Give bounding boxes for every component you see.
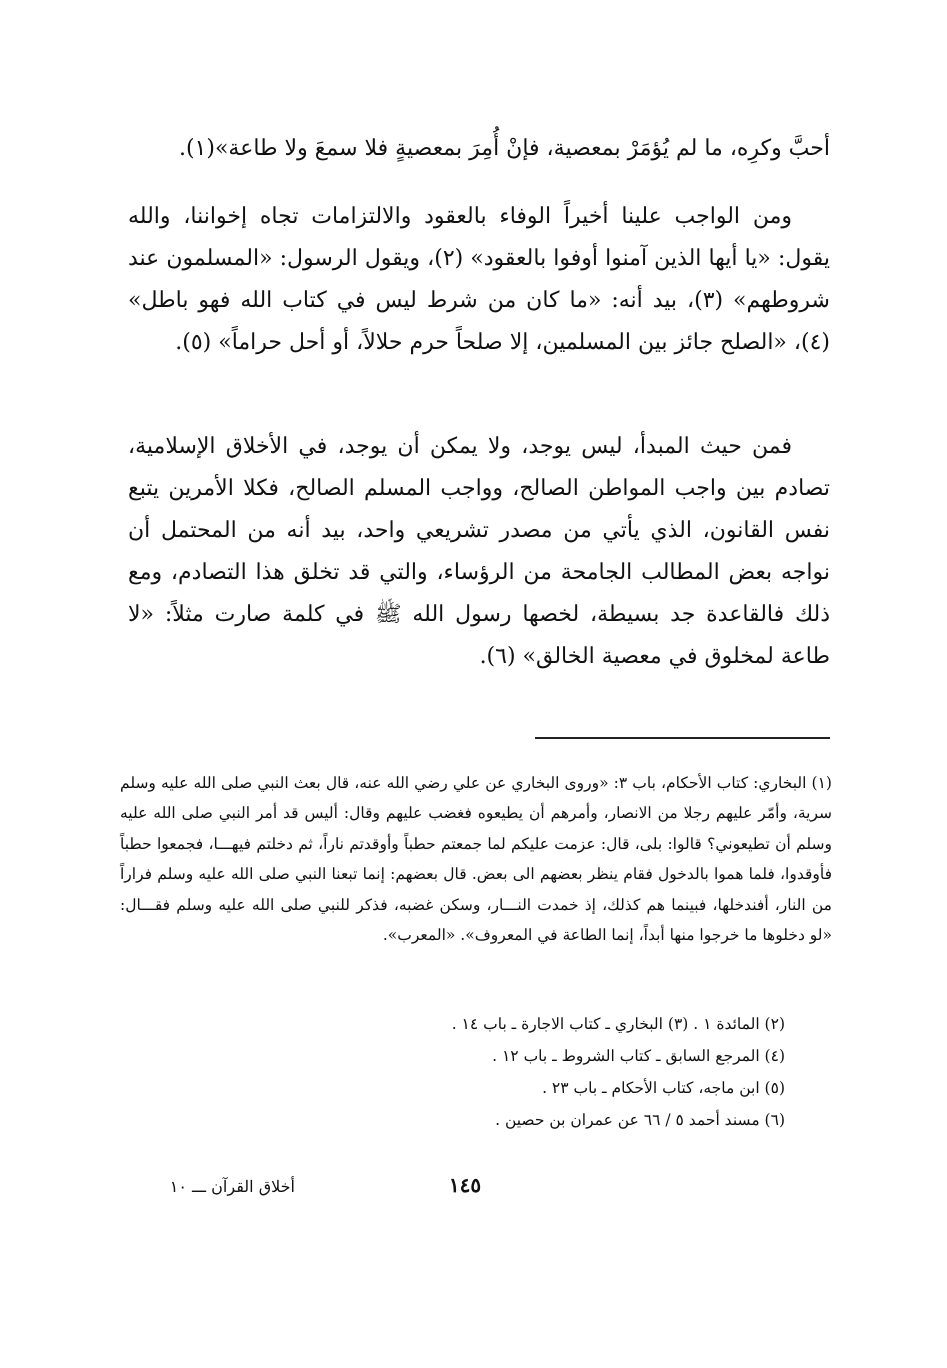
running-title: أخلاق القرآن ـــ ١٠ — [169, 1177, 295, 1196]
footnote-4: (٤) المرجع السابق ـ كتاب الشروط ـ باب ١٢ . — [492, 1047, 785, 1065]
footnote-2-3: (٢) المائدة ١ . (٣) البخاري ـ كتاب الاجارة ـ باب ١٤ . — [451, 1015, 785, 1033]
footnote-1: (١) البخاري: كتاب الأحكام، باب ٣: «وروى البخاري عن علي رضي الله عنه، قال بعث النبي صلى الله عليه وسلم سرية، وأمّر عليهم رجلا من الانصار، وأمرهم أن يطيعوه فغضب عليهم وقال: أليس قد أمر النبي صلى الله عليه وسلم أن تطيعوني؟ قالوا: بلى، قال: عزمت عليكم لما جمعتم حطباً وأوقدتم ناراً، ثم دخلتم فيهـــا، فجمعوا حطباً فأوقدوا، فلما هموا بالدخول فقام ينظر بعضهم الى بعض. قال بعضهم: إنما تبعنا النبي صلى الله عليه وسلم فراراً من النار، أفندخلها، فبينما هم كذلك، إذ خمدت النـــار، وسكن غضبه، فذكر للنبي صلى الله عليه وسلم فقـــال: «لو دخلوها ما خرجوا منها أبداً، إنما الطاعة في المعروف». «المعرب». — [120, 773, 832, 944]
footnote-list — [200, 1008, 785, 1136]
footnote-6: (٦) مسند أحمد ٥ / ٦٦ عن عمران بن حصين . — [495, 1111, 785, 1129]
footnote-5: (٥) ابن ماجه، كتاب الأحكام ـ باب ٢٣ . — [542, 1079, 785, 1097]
body-paragraph-3: فمن حيث المبدأ، ليس يوجد، ولا يمكن أن يوجد، في الأخلاق الإسلامية، تصادم بين واجب المواطن الصالح، وواجب المسلم الصالح، فكلا الأمرين يتبع نفس القانون، الذي يأتي من مصدر تشريعي واحد، بيد أنه من المحتمل أن نواجه بعض المطالب الجامحة من الرؤساء، والتي قد تخلق هذا التصادم، ومع ذلك فالقاعدة جد بسيطة، لخصها رسول الله ﷺ في كلمة صارت مثلاً: «لا طاعة لمخلوق في معصية الخالق» (٦). — [128, 434, 830, 669]
footnote-divider — [535, 737, 830, 739]
body-paragraph-1: أحبَّ وكرِه، ما لم يُؤمَرْ بمعصية، فإنْ أُمِرَ بمعصيةٍ فلا سمعَ ولا طاعة»(١). — [178, 136, 830, 161]
page-number: ١٤٥ — [448, 1173, 482, 1197]
body-paragraph-2: ومن الواجب علينا أخيراً الوفاء بالعقود والالتزامات تجاه إخواننا، والله يقول: «يا أيها الذين آمنوا أوفوا بالعقود» (٢)، ويقول الرسول: «المسلمون عند شروطهم» (٣)، بيد أنه: «ما كان من شرط ليس في كتاب الله فهو باطل» (٤)، «الصلح جائز بين المسلمين، إلا صلحاً حرم حلالاً، أو أحل حراماً» (٥). — [128, 204, 830, 355]
